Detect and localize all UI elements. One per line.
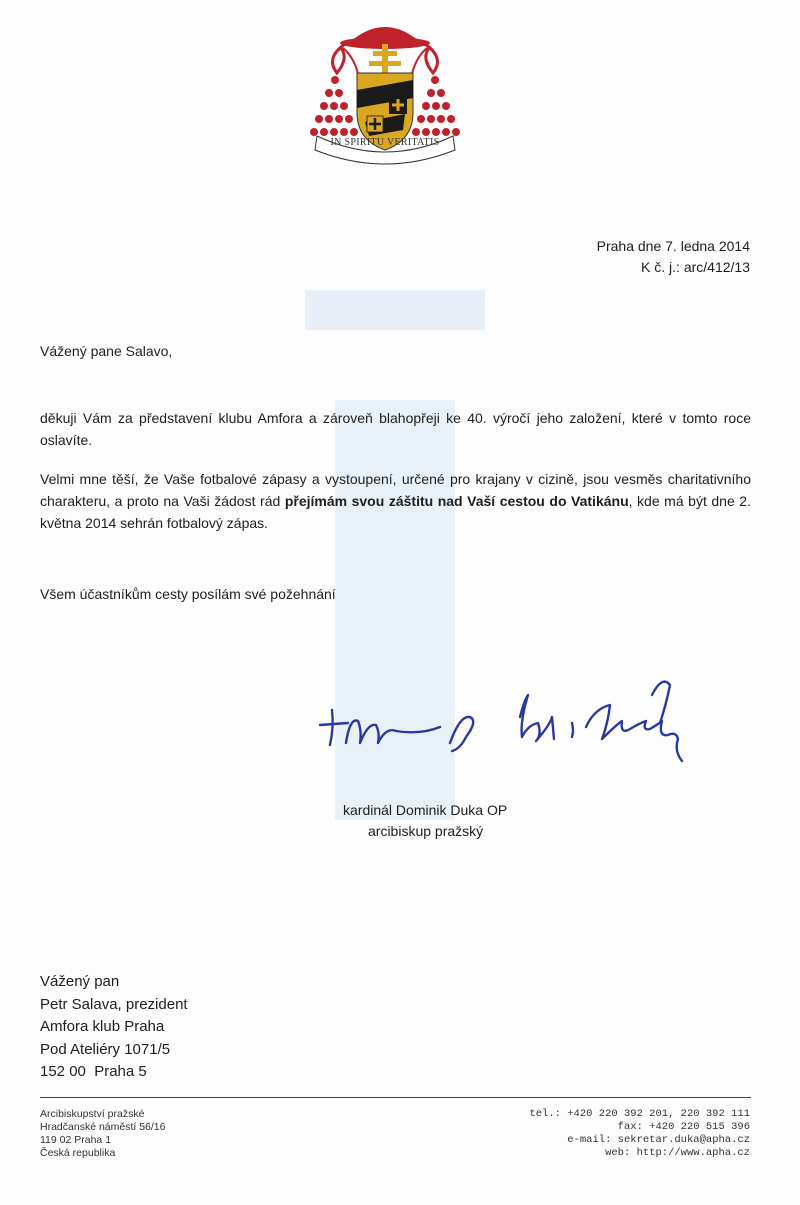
- footer-org-line-2: Hradčanské náměstí 56/16: [40, 1121, 166, 1133]
- recipient-line-4: Pod Ateliéry 1071/5: [40, 1040, 171, 1058]
- paragraph-1: děkuji Vám za představení klubu Amfora a zároveň blahopřeji ke 40. výročí jeho založení, které v tomto roce oslavíte.: [40, 410, 751, 448]
- footer-org-line-3: 119 02 Praha 1: [40, 1134, 112, 1146]
- signer-name: kardinál Dominik Duka OP: [343, 802, 508, 818]
- recipient-line-1: Vážený pan: [40, 973, 120, 990]
- footer-org-line-1: Arcibiskupství pražské: [40, 1108, 145, 1120]
- reference-number: K č. j.: arc/412/13: [641, 259, 750, 275]
- paragraph-3: Všem účastníkům cesty posílám své požehnání: [40, 586, 336, 602]
- recipient-address: [40, 971, 188, 1084]
- footer-fax: fax: +420 220 515 396: [617, 1121, 750, 1133]
- paragraph-2-start: Velmi mne těší, že Vaše fotbalové zápasy a vystoupení, určené pro krajany v cizině, jsou vesměs charitativního charakteru, a proto na Vaši žádost rád: [40, 471, 751, 509]
- signer-block: [343, 800, 507, 842]
- footer-org-line-4: Česká republika: [40, 1147, 116, 1159]
- footer-tel: tel.: +420 220 392 201, 220 392 111: [529, 1108, 750, 1120]
- footer-web[interactable]: web: http://www.apha.cz: [605, 1147, 750, 1159]
- footer-organization: [40, 1108, 166, 1160]
- recipient-line-2: Petr Salava, prezident: [40, 995, 188, 1013]
- paragraph-2-bold: přejímám svou záštitu nad Vaší cestou do Vatikánu: [284, 493, 629, 509]
- signer-title: arcibiskup pražský: [368, 823, 484, 839]
- recipient-line-5: 152 00 Praha 5: [40, 1063, 147, 1080]
- handwritten-signature: [310, 665, 720, 775]
- recipient-line-3: Amfora klub Praha: [40, 1018, 165, 1035]
- footer-divider: [40, 1097, 751, 1098]
- date-reference-block: [597, 236, 750, 278]
- footer-email[interactable]: e-mail: sekretar.duka@apha.cz: [567, 1134, 750, 1146]
- footer-contacts: [529, 1108, 750, 1160]
- salutation: Vážený pane Salavo,: [40, 343, 173, 359]
- place-date: Praha dne 7. ledna 2014: [596, 238, 750, 254]
- motto-text: IN SPIRITU VERITATIS: [330, 137, 440, 148]
- coat-of-arms-logo: [305, 18, 465, 176]
- paragraph-2-end: , kde má být dne 2. května 2014 sehrán fotbalový zápas.: [40, 493, 751, 531]
- paragraph-2: [40, 468, 751, 534]
